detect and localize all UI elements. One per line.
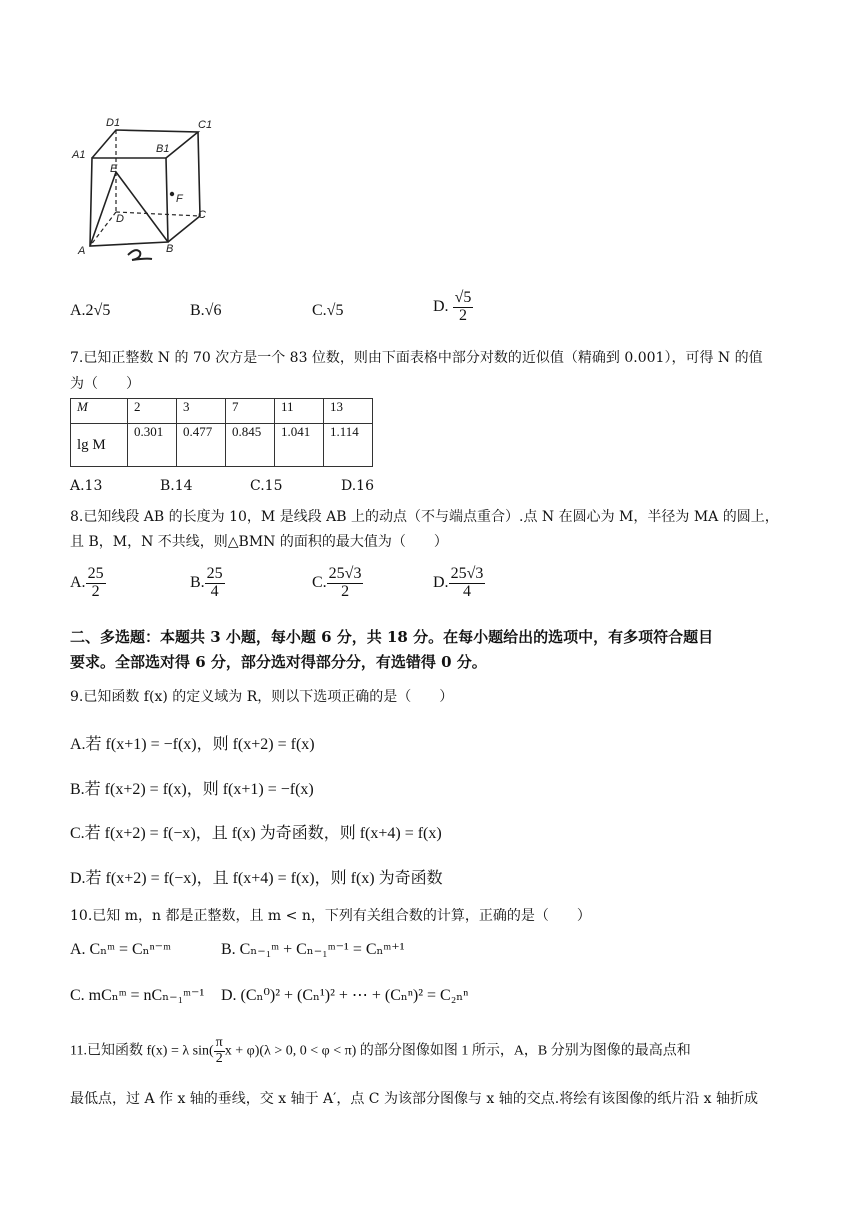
- q6-d-den: 2: [458, 306, 467, 324]
- q9-stem: 9.已知函数 f(x) 的定义域为 R，则以下选项正确的是（ ）: [70, 689, 454, 705]
- table-cell: 13: [324, 399, 373, 424]
- log-table: [70, 398, 373, 467]
- label-c: C: [198, 209, 206, 221]
- section-heading-line1: 二、多选题：本题共 3 小题，每小题 6 分，共 18 分。在每小题给出的选项中，有多项符合题目: [70, 628, 714, 646]
- q7-option-a[interactable]: A.13: [70, 478, 103, 494]
- table-cell: 3: [177, 399, 226, 424]
- q8-option-a[interactable]: A. $\frac{25}{2}$: [70, 565, 104, 600]
- table-cell: lg M: [71, 424, 128, 467]
- label-a: A: [78, 245, 86, 257]
- table-cell: 1.041: [275, 424, 324, 467]
- q8-stem-line1: 8.已知线段 AB 的长度为 10，M 是线段 AB 上的动点（不与端点重合）.点 N 在圆心为 M，半径为 MA 的圆上，: [70, 509, 779, 525]
- q8-option-d[interactable]: D. $\frac{25√3}{4}$: [433, 565, 484, 600]
- q7-stem-line1: 7.已知正整数 N 的 70 次方是一个 83 位数，则由下面表格中部分对数的近似值（精确到 0.001），可得 N 的值: [70, 350, 763, 366]
- q10-option-c[interactable]: C. mCₙᵐ = nCₙ₋₁ᵐ⁻¹: [70, 987, 205, 1004]
- q8-option-c[interactable]: C. $\frac{25√3}{2}$: [312, 565, 362, 600]
- table-cell: 0.845: [226, 424, 275, 467]
- label-e: E: [110, 163, 118, 175]
- table-row: [71, 399, 373, 424]
- table-cell: M: [71, 399, 128, 424]
- table-cell: 1.114: [324, 424, 373, 467]
- label-b: B: [166, 243, 174, 255]
- q6-d-num: √5: [454, 289, 472, 306]
- q6-option-d[interactable]: [433, 290, 473, 325]
- q7-option-c[interactable]: C.15: [250, 478, 283, 494]
- q11-stem-line1: 11.已知函数 f(x) = λ sin( $\frac{\pi}{2}$ x + φ)(λ > 0, 0 < φ < π) 的部分图像如图 1 所示，A，B 分别为图像的最高点和: [70, 1035, 691, 1066]
- table-cell: 2: [128, 399, 177, 424]
- q10-option-a[interactable]: A. Cₙᵐ = Cₙⁿ⁻ᵐ: [70, 941, 171, 958]
- label-c1: C1: [198, 119, 213, 131]
- q10-stem: 10.已知 m，n 都是正整数，且 m < n，下列有关组合数的计算，正确的是（ ）: [70, 908, 591, 924]
- q6-d-prefix: D.: [433, 297, 449, 315]
- q7-stem-line2: 为（ ）: [70, 376, 140, 392]
- q6-option-c[interactable]: C.√5: [312, 302, 344, 319]
- q9-option-d[interactable]: D.若 f(x+2) = f(−x)，且 f(x+4) = f(x)，则 f(x) 为奇函数: [70, 870, 443, 887]
- cube-figure: [68, 112, 228, 262]
- q6-option-b[interactable]: B.√6: [190, 302, 222, 319]
- table-row: [71, 424, 373, 467]
- label-f: F: [176, 193, 183, 205]
- q8-stem-line2: 且 B，M，N 不共线，则△BMN 的面积的最大值为（ ）: [70, 534, 448, 550]
- label-d1: D1: [106, 117, 121, 129]
- section-heading-line2: 要求。全部选对得 6 分，部分选对得部分分，有选错得 0 分。: [70, 653, 487, 671]
- table-cell: 0.477: [177, 424, 226, 467]
- table-cell: 7: [226, 399, 275, 424]
- label-b1: B1: [156, 143, 170, 155]
- q7-option-d[interactable]: D.16: [341, 478, 374, 494]
- q10-option-d[interactable]: D. (Cₙ⁰)² + (Cₙ¹)² + ⋯ + (Cₙⁿ)² = C₂ₙⁿ: [221, 987, 469, 1004]
- table-cell: 11: [275, 399, 324, 424]
- table-cell: 0.301: [128, 424, 177, 467]
- q6-option-a[interactable]: A.2√5: [70, 302, 111, 319]
- q9-option-b[interactable]: B.若 f(x+2) = f(x)，则 f(x+1) = −f(x): [70, 781, 314, 798]
- q7-option-b[interactable]: B.14: [160, 478, 193, 494]
- q8-option-b[interactable]: B. $\frac{25}{4}$: [190, 565, 223, 600]
- q10-option-b[interactable]: B. Cₙ₋₁ᵐ + Cₙ₋₁ᵐ⁻¹ = Cₙᵐ⁺¹: [221, 941, 405, 958]
- q9-option-c[interactable]: C.若 f(x+2) = f(−x)，且 f(x) 为奇函数，则 f(x+4) = f(x): [70, 825, 442, 842]
- label-d: D: [116, 213, 124, 225]
- q11-stem-line2: 最低点，过 A 作 x 轴的垂线，交 x 轴于 A′，点 C 为该部分图像与 x 轴的交点.将绘有该图像的纸片沿 x 轴折成: [70, 1091, 758, 1107]
- q9-option-a[interactable]: A.若 f(x+1) = −f(x)，则 f(x+2) = f(x): [70, 736, 315, 753]
- label-a1: A1: [72, 149, 86, 161]
